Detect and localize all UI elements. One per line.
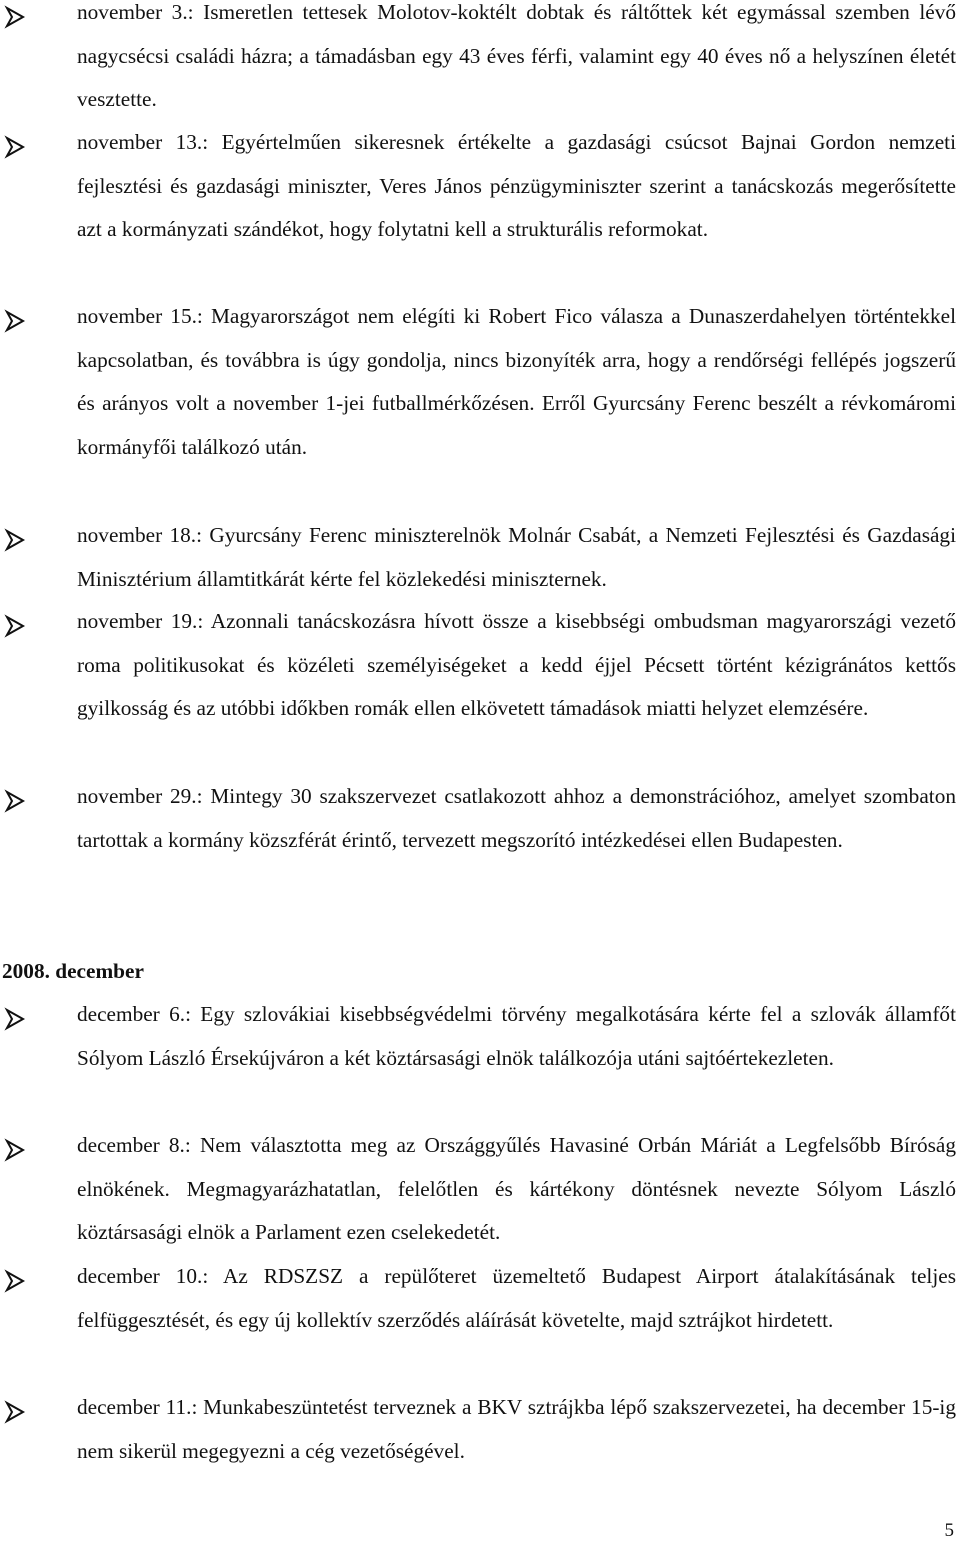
- entry-text: [77, 1255, 956, 1342]
- entry-date: december 10.: [77, 1264, 203, 1288]
- entry-text: [77, 1386, 956, 1473]
- arrowhead-bullet-icon: [4, 2, 26, 32]
- entry-body: : Egyértelműen sikeresnek értékelte a gazdasági csúcsot Bajnai Gordon nemzeti fejlesztési és gazdasági miniszter, Veres János pénzügyminiszter szerint a tanácskozás megerősítette azt a kormányzati szándékot, hogy folytatni kell a strukturális reformokat.: [77, 130, 956, 242]
- entry-date: november 13.: [77, 130, 203, 154]
- arrowhead-bullet-icon: [4, 306, 26, 336]
- entry-date: november 29.: [77, 784, 197, 808]
- entry-date: november 19.: [77, 609, 198, 633]
- entry-date: november 15.: [77, 304, 197, 328]
- entry-body: : Mintegy 30 szakszervezet csatlakozott ahhoz a demonstrációhoz, amelyet szombaton tartottak a kormány közszférát érintő, tervezett megszorító intézkedései ellen Budapesten.: [77, 784, 956, 852]
- entry-date: december 11.: [77, 1395, 192, 1419]
- arrowhead-bullet-icon: [4, 1004, 26, 1034]
- entry-date: december 6.: [77, 1002, 186, 1026]
- entry-body: : Gyurcsány Ferenc miniszterelnök Molnár Csabát, a Nemzeti Fejlesztési és Gazdasági Minisztérium államtitkárát kérte fel közlekedési miniszternek.: [77, 523, 956, 591]
- entry-text: [77, 514, 956, 601]
- entry-date: december 8.: [77, 1133, 185, 1157]
- entry-body: : Magyarországot nem elégíti ki Robert Fico válasza a Dunaszerdahelyen történtekkel kapcsolatban, és továbbra is úgy gondolja, nincs bizonyíték arra, hogy a rendőrségi fellépés jogszerű és arányos volt a november 1-jei futballmérkőzésen. Erről Gyurcsány Ferenc beszélt a révkomáromi kormányfői találkozó után.: [77, 304, 956, 460]
- entry-body: : Az RDSZSZ a repülőteret üzemeltető Budapest Airport átalakításának teljes felfüggesztését, és egy új kollektív szerződés aláírását követelte, majd sztrájkot hirdetett.: [77, 1264, 956, 1332]
- arrowhead-bullet-icon: [4, 525, 26, 555]
- entry-text: [77, 1124, 956, 1255]
- entry-text: [77, 775, 956, 862]
- entry-date: november 18.: [77, 523, 197, 547]
- entry-text: [77, 0, 956, 122]
- arrowhead-bullet-icon: [4, 1397, 26, 1427]
- entry-body: : Ismeretlen tettesek Molotov-koktélt dobtak és ráltőttek két egymással szemben lévő nagycsécsi családi házra; a támadásban egy 43 éves férfi, valamint egy 40 éves nő a helyszínen életét vesztette.: [77, 0, 956, 112]
- entry-text: [77, 295, 956, 470]
- section-heading: 2008. december: [2, 959, 144, 983]
- arrowhead-bullet-icon: [4, 132, 26, 162]
- entry-text: [77, 121, 956, 252]
- arrowhead-bullet-icon: [4, 1135, 26, 1165]
- entry-body: : Azonnali tanácskozásra hívott össze a kisebbségi ombudsman magyarországi vezető roma politikusokat és közéleti személyiségeket a kedd éjjel Pécsett történt kézigránátos kettős gyilkosság és az utóbbi időkben romák ellen elkövetett támadások miatti helyzet elemzésére.: [77, 609, 956, 721]
- arrowhead-bullet-icon: [4, 786, 26, 816]
- entry-text: [77, 993, 956, 1080]
- entry-date: november 3.: [77, 0, 188, 24]
- entry-body: : Nem választotta meg az Országgyűlés Havasiné Orbán Máriát a Legfelsőbb Bíróság elnökének. Megmagyarázhatatlan, felelőtlen és kártékony döntésnek nevezte Sólyom László köztársasági elnök a Parlament ezen cselekedetét.: [77, 1133, 957, 1245]
- arrowhead-bullet-icon: [4, 611, 26, 641]
- entry-text: [77, 600, 956, 731]
- entry-body: : Munkabeszüntetést terveznek a BKV sztrájkba lépő szakszervezetei, ha december 15-ig nem sikerül megegyezni a cég vezetőségével.: [77, 1395, 956, 1463]
- entry-body: : Egy szlovákiai kisebbségvédelmi törvény megalkotására kérte fel a szlovák államfőt Sólyom László Érsekújváron a két köztársasági elnök találkozója utáni sajtóértekezleten.: [77, 1002, 956, 1070]
- page-number: 5: [944, 1520, 954, 1541]
- arrowhead-bullet-icon: [4, 1266, 26, 1296]
